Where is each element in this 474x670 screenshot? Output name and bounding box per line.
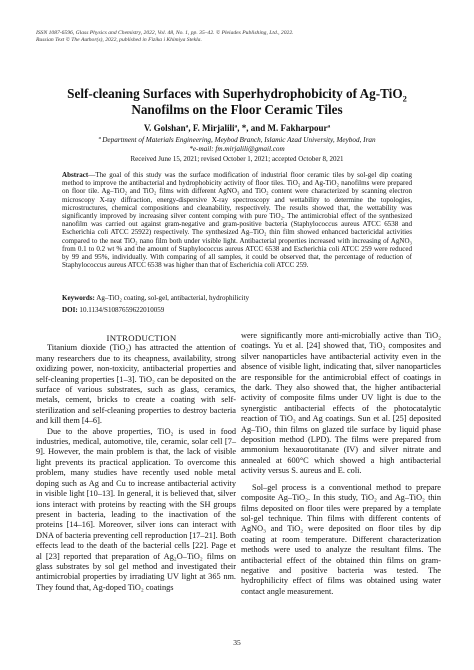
affiliation: ª Department of Materials Engineering, Meybod Branch, Islamic Azad University, Meybod, Iran <box>98 136 376 144</box>
keywords <box>62 294 412 303</box>
abstract <box>62 171 412 269</box>
article-title <box>0 86 474 118</box>
keywords-label: Keywords: <box>62 294 95 302</box>
right-column <box>241 331 441 597</box>
doi <box>62 306 412 315</box>
journal-header-line1: ISSN 1087-6596, Glass Physics and Chemistry, 2022, Vol. 48, No. 1, pp. 35–42. © Pleiades Publishing, Ltd., 2022. <box>36 30 294 36</box>
section-heading-introduction: INTRODUCTION <box>106 333 177 343</box>
journal-header-line2: Russian Text © The Author(s), 2022, published in Fizika i Khimiya Stekla. <box>36 37 202 43</box>
received-dates: Received June 15, 2021; revised October 1, 2021; accepted October 8, 2021 <box>130 155 344 163</box>
body-paragraph: Titanium dioxide (TiO₂) has attracted the attention of many researchers due to its cheapness, availability, strong oxidizing power, non-toxicity, antibacterial properties and self-cleaning properties [1–3]. TiO₂ can be deposited on the surface of various substrates, such as glass, ceramics, metals, cement, bricks to create a coating with self-sterilization and self-cleaning properties to destroy bacteria and kill them [4–6]. <box>36 343 236 426</box>
abstract-text: —The goal of this study was the surface modification of industrial floor ceramic tiles by sol-gel dip coating method to improve the antibacterial and hydrophobicity activity of floor tiles. TiO₂ and Ag-TiO₂ nanofilms were prepared on floor tile. Ag–TiO₂ and TiO₂ films with different AgNO₃ and TiO₂ content were characterized by scanning electron microscopy X-ray diffraction, energy-dispersive X-ray spectroscopy and wettability to determine the topologies, microstructures, chemical compositions and cleanability, respectively. The results showed that, the wettability was significantly improved by increasing silver content comping with pure TiO₂. The antimicrobial effect of the synthesized nanofilm was carried out against gram-negative and gram-positive bacteria (Staphylococcus aureus ATCC 6538 and Escherichia coli ATCC 25922) respectively. The synthesized Ag–TiO₂ thin film showed enhanced bactericidal activities compared to the neat TiO₂ nano film both under visible light. Antibacterial properties increased with increasing of AgNO₃ from 0.1 to 0.2 wt % and the amount of Staphylococcus aureus ATCC 6538 and Escherichia coli ATCC 259 were reduced by 99 and 95%, individually. With comparing of all samples, it could be observed that, the percentage of reduction of Staphylococcus aureus ATCC 6538 was higher than that of Escherichia coli ATCC 259. <box>62 171 412 270</box>
body-paragraph: were significantly more anti-microbially active than TiO₂ coatings. Yu et al. [24] showed that, TiO₂ composites and silver nanoparticles have antibacterial activity even in the absence of visible light, indicating that, silver nanoparticles are responsible for the antimicrobial effect of coatings in the dark. They also showed that, the higher antibacterial activity of composite films under UV light is due to the synergistic antibacterial effects of the photocatalytic reaction of TiO₂ and Ag coatings. Sun et al. [25] deposited Ag–TiO₂ thin films on glazed tile surface by liquid phase deposition method (LPD). The films were prepared from ammonium hexauorotitanate (IV) and silver nitrate and annealed at 600°C which showed a high antibacterial activity versus S. aureus and E. coli. <box>241 331 441 476</box>
body-paragraph: Sol–gel process is a conventional method to prepare composite Ag–TiO₂. In this study, TiO₂ and Ag–TiO₂ thin films deposited on floor tiles were prepared by a template sol-gel technique. Thin films with different contents of AgNO₃ and TiO₂ were deposited on floor tiles by dip coating at room temperature. Different characterization methods were used to analyze the resultant films. The antibacterial effect of the obtained thin films on gram-negative and positive bacteria was tested. The hydrophilicity effect of films was obtained using water contact angle measurement. <box>241 482 441 596</box>
title-line2: Nanofilms on the Floor Ceramic Tiles <box>131 102 343 117</box>
journal-header <box>36 30 294 44</box>
title-subscript: 2 <box>402 93 407 104</box>
doi-text[interactable]: 10.1134/S1087659622010059 <box>77 306 165 314</box>
title-line1: Self-cleaning Surfaces with Superhydrophobicity of Ag-TiO <box>67 86 403 101</box>
page-number: 35 <box>233 638 241 647</box>
left-column <box>36 333 236 593</box>
authors: V. Golshanª, F. Mirjaliliª, *, and M. Fakharpourª <box>143 123 331 133</box>
abstract-label: Abstract <box>62 171 89 179</box>
doi-label: DOI: <box>62 306 78 314</box>
keywords-text: Ag–TiO₂ coating, sol-gel, antibacterial, hydrophilicity <box>94 294 249 302</box>
body-paragraph: Due to the above properties, TiO₂ is used in food industries, medical, automotive, tile, ceramic, solar cell [7–9]. However, the main problem is that, the lack of visible light prevents its practical application. To overcome this problem, many studies have recently used noble metal doping such as Ag and Cu to increase antibacterial activity in visible light [10–13]. In general, it is believed that, silver ions interact with proteins by reacting with the SH groups present in bacteria, leading to the inactivation of the proteins [14–16]. Moreover, silver ions can interact with DNA of bacteria preventing cell reproduction [17–21]. Both effects lead to the death of the bacterial cells [22]. Page et al [23] reported that preparation of Ag₂O–TiO₂ films on glass substrates by sol gel method and investigated their antimicrobial properties by irradiating UV light at 365 nm. They found that, Ag-doped TiO₂ coatings <box>36 426 236 592</box>
corresponding-email: *e-mail: fm.mirjalili@gmail.com <box>189 145 285 153</box>
